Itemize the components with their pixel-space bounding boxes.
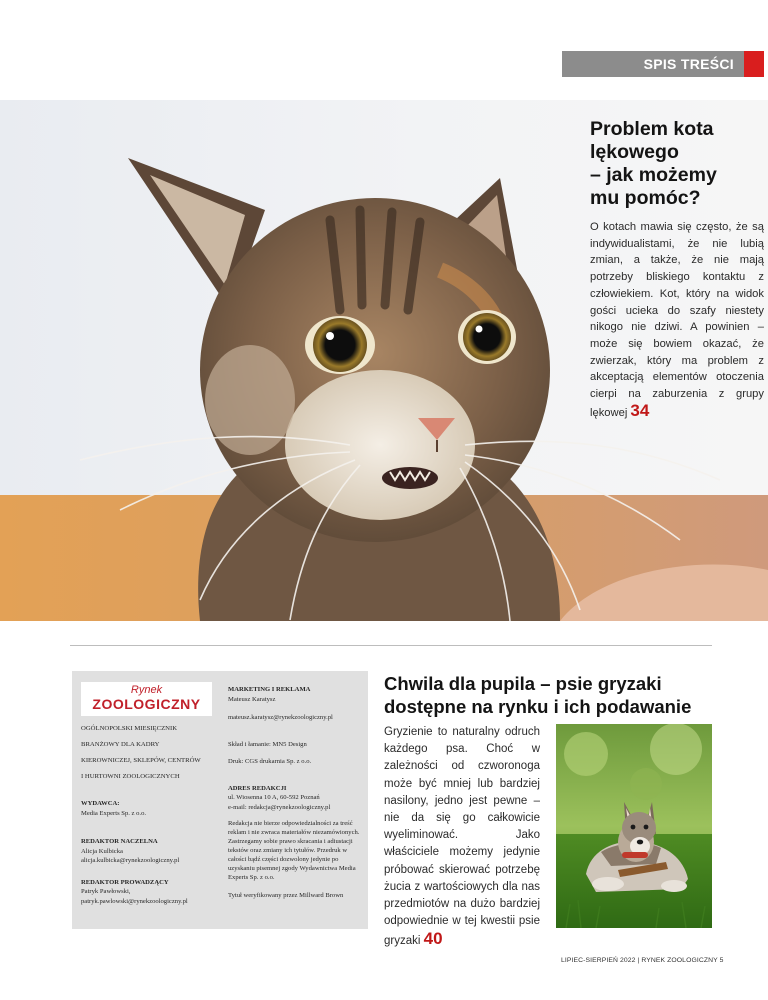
puppy-photo	[556, 724, 712, 928]
article2-title[interactable]	[384, 672, 714, 718]
editor-email[interactable]: alicja.kulbicka@rynekzoologiczny.pl	[81, 857, 180, 864]
article2-page-number[interactable]: 40	[423, 929, 443, 949]
disclaimer: Redakcja nie bierze odpowiedzialności za treść reklam i nie zwraca materiałów niezamówionych. Zastrzegamy sobie prawo skracania i adiustacji tekstów oraz zmiany ich tytułów. Przedruk w całości bądź części dozwolony jedynie po uzyskaniu pisemnej zgody Wydawnictwa Media Experts Sp. z o.o.	[228, 820, 360, 881]
article2-title-line: Chwila dla pupila – psie gryzaki	[384, 673, 662, 694]
article2-summary	[384, 724, 540, 951]
address-email[interactable]: e-mail: redakcja@rynekzoologiczny.pl	[228, 803, 331, 811]
article2-summary-text: Gryzienie to naturalny odruch każdego psa. Choć w zależności od czworonoga może być mniej lub bardziej nasilony, jedno jest pewne – nie da się go całkowicie wyeliminować. Jako właściciele możemy jedynie próbować skierować potrzebę żucia z wartościowych dla nas przedmiotów na dużo bardziej odpowiednie w tej kwestii psie gryzaki	[384, 726, 540, 948]
dtp-credit: Skład i łamanie: MN5 Design	[228, 740, 307, 748]
marketing-label: MARKETING I REKLAMA	[228, 686, 311, 693]
marketing-name: Mateusz Karatysz	[228, 695, 276, 703]
masthead-right-column	[228, 685, 364, 901]
logo-text-main: ZOOLOGICZNY	[92, 696, 201, 712]
marketing-email[interactable]: mateusz.karatysz@rynekzoologiczny.pl	[228, 714, 333, 721]
page-footer: LIPIEC-SIERPIEŃ 2022 | RYNEK ZOOLOGICZNY 5	[561, 957, 724, 964]
feature-title-line: lękowego	[590, 141, 679, 163]
publisher-name: Media Experts Sp. z o.o.	[81, 809, 147, 817]
audit-note: Tytuł weryfikowany przez Millward Brown	[228, 892, 344, 899]
managing-editor-label: REDAKTOR PROWADZĄCY	[81, 878, 169, 886]
managing-editor-email[interactable]: patryk.pawlowski@rynekzoologiczny.pl	[81, 897, 188, 905]
address-block	[228, 784, 364, 813]
rynek-zoologiczny-logo	[81, 682, 212, 716]
feature-page-number[interactable]: 34	[630, 400, 650, 420]
section-accent	[744, 51, 764, 77]
section-tab	[562, 51, 744, 77]
address-text: ul. Wiosenna 10 A, 60-592 Poznań	[228, 794, 320, 801]
editor-label: REDAKTOR NACZELNA	[81, 838, 158, 845]
marketing-block	[228, 685, 364, 704]
feature-title-line: mu pomóc?	[590, 187, 701, 209]
article2-title-line: dostępne na rynku i ich podawanie	[384, 696, 692, 717]
editor-name: Alicja Kulbicka	[81, 847, 123, 855]
logo-text-top: Rynek	[130, 684, 163, 696]
managing-editor-name: Patryk Pawłowski,	[81, 888, 131, 895]
feature-summary	[590, 219, 768, 421]
masthead-left-column	[81, 721, 221, 906]
publisher-block	[81, 799, 221, 818]
feature-title-line: – jak możemy	[590, 164, 717, 186]
section-divider	[70, 645, 712, 646]
feature-title-line: Problem kota	[590, 118, 714, 140]
managing-editor-block	[81, 878, 221, 907]
feature-title[interactable]	[590, 118, 768, 210]
section-label: SPIS TREŚCI	[643, 56, 734, 72]
subtitle-line: BRANŻOWY DLA KADRY	[81, 741, 160, 748]
magazine-subtitle	[81, 721, 221, 785]
masthead-box	[72, 671, 368, 929]
subtitle-line: I HURTOWNI ZOOLOGICZNYCH	[81, 773, 180, 780]
editor-block	[81, 837, 221, 866]
subtitle-line: OGÓLNOPOLSKI MIESIĘCZNIK	[81, 725, 178, 732]
address-label: ADRES REDAKCJI	[228, 784, 287, 792]
print-credit: Druk: CGS drukarnia Sp. z o.o.	[228, 758, 312, 765]
feature-teaser	[590, 118, 768, 421]
feature-summary-text: O kotach mawia się często, że są indywidualistami, że nie lubią zmian, a także, że nie mają potrzeby bliskiego kontaktu z człowiekiem. Kot, który na widok gości ucieka do szafy niestety nikogo nie dziwi. A powinien – może się bowiem okazać, że zwierzak, który ma problem z akceptacją elementów otoczenia cierpi na zaburzenia z grupy lękowej	[590, 221, 764, 419]
publisher-label: WYDAWCA:	[81, 800, 120, 807]
subtitle-line: KIEROWNICZEJ, SKLEPÓW, CENTRÓW	[81, 757, 201, 764]
